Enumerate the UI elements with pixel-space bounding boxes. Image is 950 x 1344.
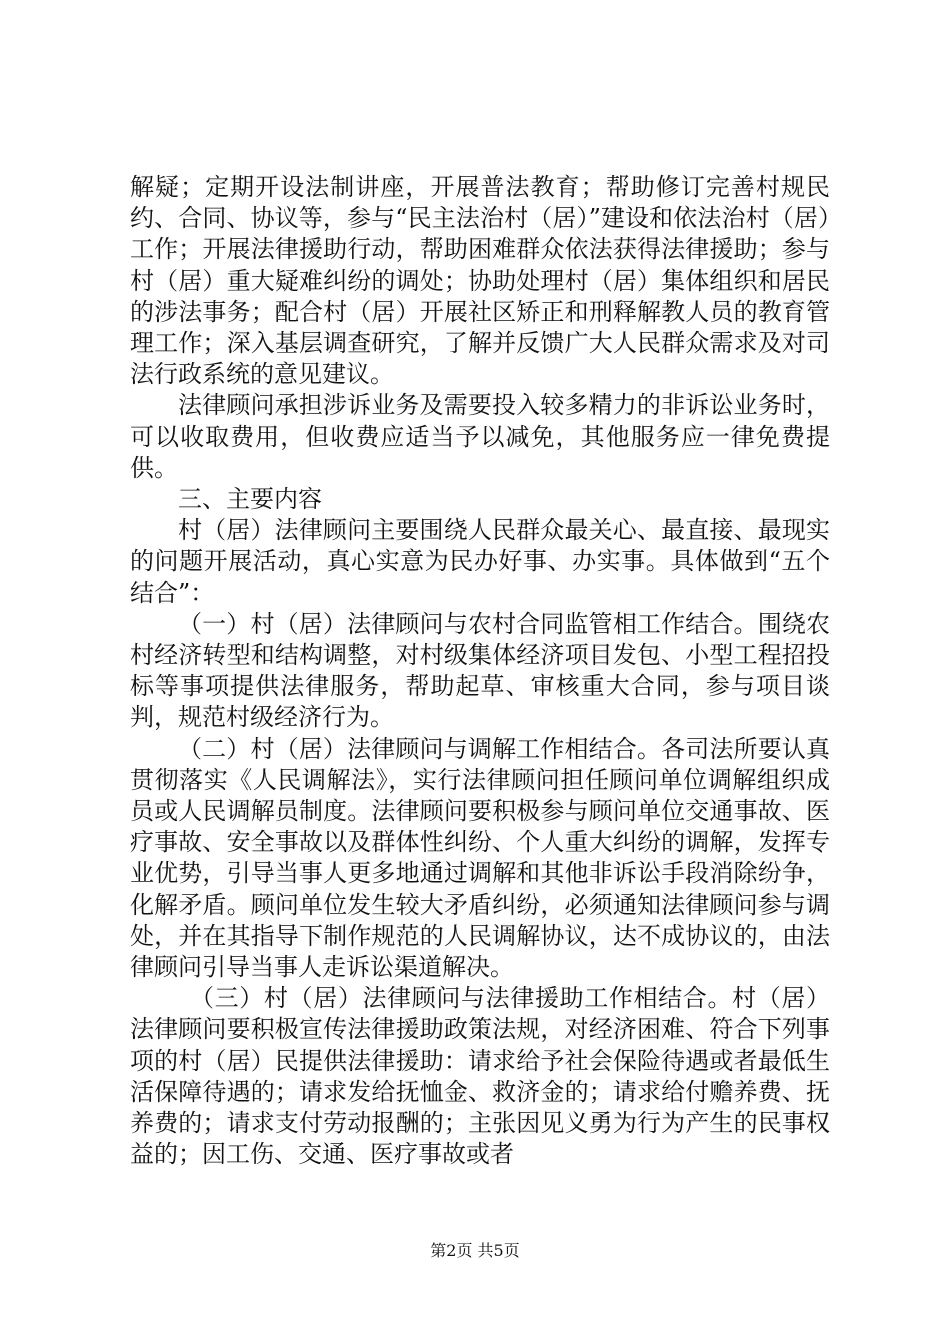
section-heading: 三、主要内容 [178, 485, 322, 514]
paragraph-main-content: 村（居）法律顾问主要围绕人民群众最关心、最直接、最现实的问题开展活动，真心实意为民办好事、办实事。具体做到“五个结合”： [130, 516, 830, 607]
page-number: 第2页 共5页 [430, 1241, 520, 1260]
paragraph-fees: 法律顾问承担涉诉业务及需要投入较多精力的非诉讼业务时，可以收取费用，但收费应适当予以减免，其他服务应一律免费提供。 [130, 391, 830, 482]
paragraph-item-3: （三）村（居）法律顾问与法律援助工作相结合。村（居）法律顾问要积极宣传法律援助政策法规，对经济困难、符合下列事项的村（居）民提供法律援助：请求给予社会保险待遇或者最低生活保障待遇的；请求发给抚恤金、救济金的；请求给付赡养费、抚养费的；请求支付劳动报酬的；主张因见义勇为行为产生的民事权益的；因工伤、交通、医疗事故或者 [130, 984, 830, 1169]
paragraph-item-1: （一）村（居）法律顾问与农村合同监管相工作结合。围绕农村经济转型和结构调整，对村级集体经济项目发包、小型工程招投标等事项提供法律服务，帮助起草、审核重大合同，参与项目谈判，规范村级经济行为。 [130, 609, 830, 732]
paragraph-continued: 解疑；定期开设法制讲座，开展普法教育；帮助修订完善村规民约、合同、协议等，参与“民主法治村（居）”建设和依法治村（居）工作；开展法律援助行动，帮助困难群众依法获得法律援助；参与村（居）重大疑难纠纷的调处；协助处理村（居）集体组织和居民的涉法事务；配合村（居）开展社区矫正和刑释解教人员的教育管理工作；深入基层调查研究，了解并反馈广大人民群众需求及对司法行政系统的意见建议。 [130, 173, 830, 389]
document-body [130, 172, 830, 1171]
paragraph-item-2: （二）村（居）法律顾问与调解工作相结合。各司法所要认真贯彻落实《人民调解法》，实行法律顾问担任顾问单位调解组织成员或人民调解员制度。法律顾问要积极参与顾问单位交通事故、医疗事故、安全事故以及群体性纠纷、个人重大纠纷的调解，发挥专业优势，引导当事人更多地通过调解和其他非诉讼手段消除纷争，化解矛盾。顾问单位发生较大矛盾纠纷，必须通知法律顾问参与调处，并在其指导下制作规范的人民调解协议，达不成协议的，由法律顾问引导当事人走诉讼渠道解决。 [130, 734, 830, 982]
